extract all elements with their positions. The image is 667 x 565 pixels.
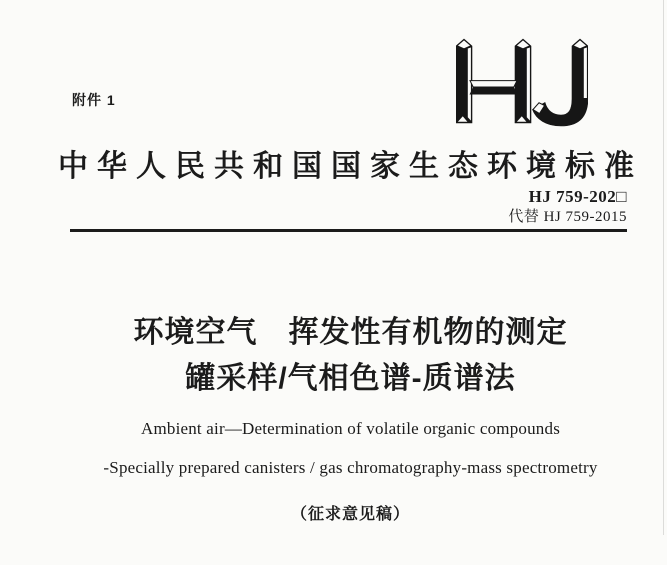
standard-number-block [508, 186, 627, 227]
replaces-note: 代替 HJ 759-2015 [508, 209, 627, 226]
doc-title-zh [34, 310, 667, 402]
doc-title-en-line1: Ambient air—Determination of volatile organic compounds [140, 419, 561, 438]
header-title: 中华人民共和国国家生态环境标准 [58, 150, 643, 183]
hj-standard-logo-icon [456, 38, 588, 128]
draft-note: （征求意见稿） [290, 506, 410, 523]
doc-title-en-line2: -Specially prepared canisters / gas chromatography-mass spectrometry [103, 458, 598, 477]
doc-title-zh-line1: 环境空气 挥发性有机物的测定 [133, 316, 568, 349]
scan-edge-line [663, 0, 664, 535]
doc-title-zh-line2: 罐采样/气相色谱-质谱法 [185, 362, 516, 395]
standard-number: HJ 759-202□ [528, 187, 627, 206]
attachment-label: 附件 1 [72, 92, 116, 108]
header-rule [70, 229, 627, 232]
